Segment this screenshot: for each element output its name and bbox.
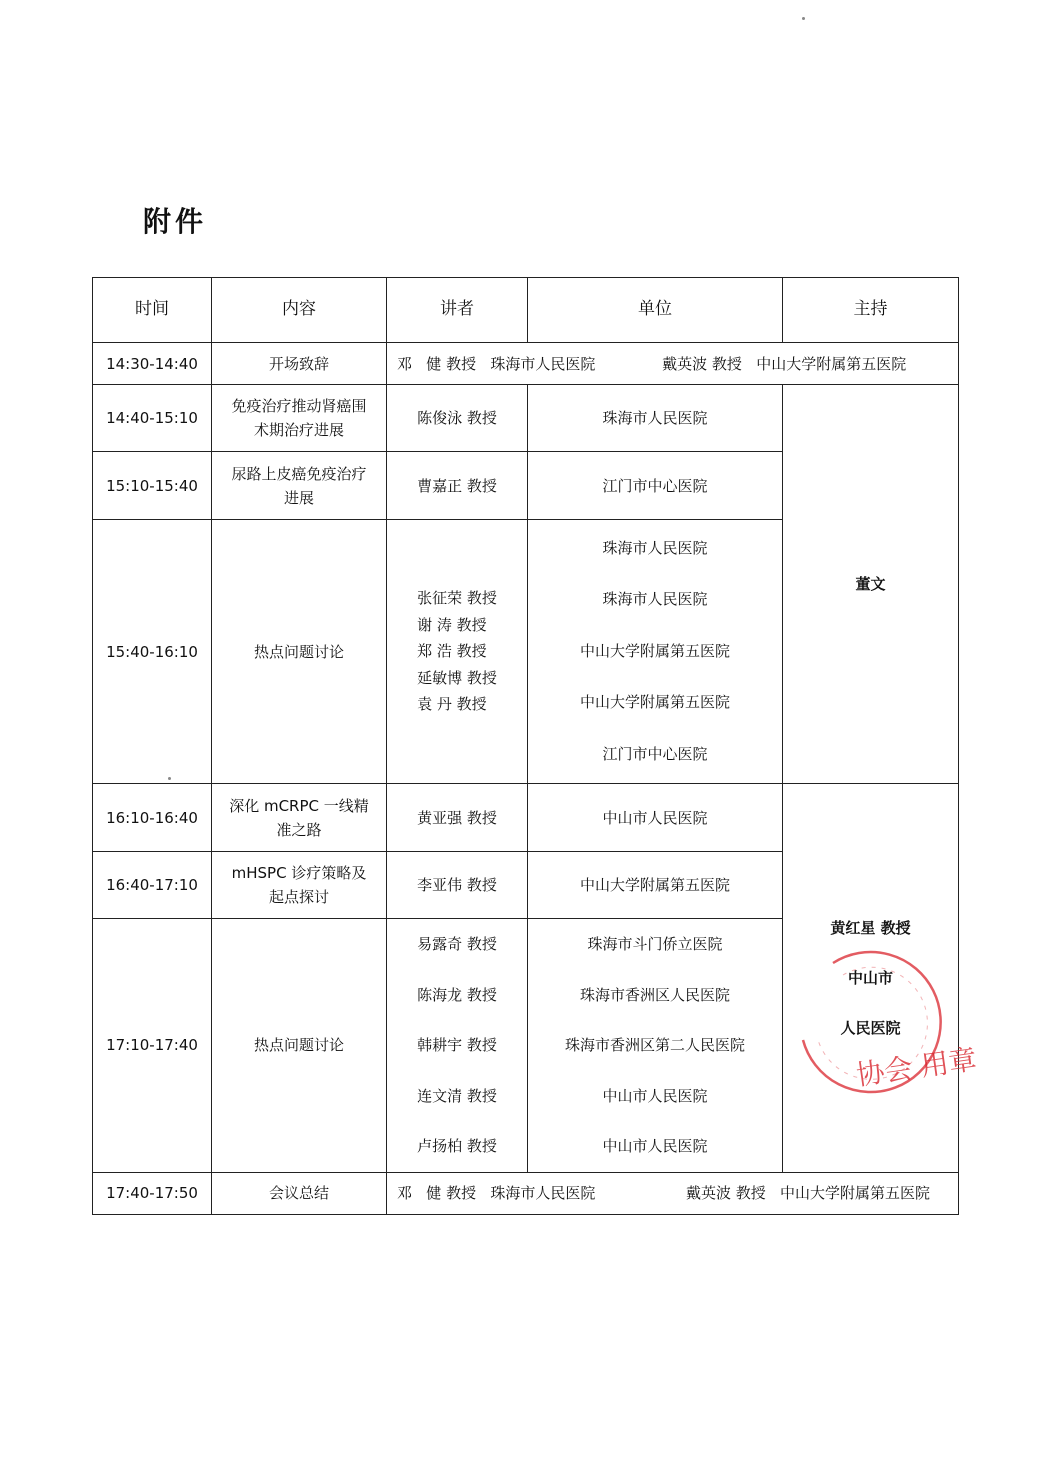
speaker-cell: 李亚伟 教授 [387,852,528,919]
speaker-cell: 曹嘉正 教授 [387,452,528,520]
speaker-cell: 黄亚强 教授 [387,784,528,852]
unit-item: 中山市人民医院 [602,1086,708,1105]
col-header-host: 主持 [783,278,959,343]
speaker-list-cell [387,919,528,1173]
time-cell: 16:10-16:40 [93,784,212,852]
content-line: 尿路上皮癌免疫治疗 [231,464,367,483]
host-name: 黄红星 教授 [830,918,911,937]
col-header-time: 时间 [93,278,212,343]
time-cell: 15:10-15:40 [93,452,212,520]
unit-cell: 珠海市人民医院 [528,385,783,452]
unit-item: 珠海市香洲区人民医院 [579,985,730,1004]
header-row [93,278,959,343]
speakers-units-cell: 邓 健 教授 珠海市人民医院 戴英波 教授 中山大学附属第五医院 [387,343,959,385]
time-cell: 14:40-15:10 [93,385,212,452]
unit-item: 珠海市人民医院 [602,590,708,609]
scan-speck [802,17,805,20]
speaker-item: 袁 丹 教授 [417,695,487,714]
speaker-list-cell [387,520,528,784]
table-row [93,385,959,452]
content-line: 深化 mCRPC 一线精 [229,796,369,815]
scan-speck [168,777,171,780]
unit-list-cell [528,520,783,784]
page-title: 附件 [143,205,208,238]
speaker-item: 陈海龙 教授 [417,985,497,1004]
speakers-units-cell: 邓 健 教授 珠海市人民医院 戴英波 教授 中山大学附属第五医院 [387,1172,959,1214]
col-header-unit: 单位 [528,278,783,343]
content-line: 术期治疗进展 [253,421,344,439]
unit-item: 珠海市斗门侨立医院 [587,935,723,953]
table-row [93,343,959,385]
col-header-speaker: 讲者 [387,278,528,343]
time-cell: 16:40-17:10 [93,852,212,919]
unit-item: 珠海市人民医院 [602,538,708,557]
unit-cell: 中山市人民医院 [528,784,783,852]
speaker-item: 张征荣 教授 [417,589,497,608]
time-cell: 17:40-17:50 [93,1172,212,1214]
host-cell: 董文 [783,385,959,784]
unit-list-cell [528,919,783,1173]
unit-item: 中山大学附属第五医院 [579,693,730,712]
content-line: 准之路 [276,820,322,839]
official-stamp [793,945,979,1095]
unit-item: 中山市人民医院 [602,1137,708,1155]
speaker-item: 谢 涛 教授 [417,615,487,634]
unit-item: 珠海市香洲区第二人民医院 [564,1036,745,1054]
content-cell [212,385,387,452]
host-unit-line: 人民医院 [840,1018,901,1037]
content-cell [212,452,387,520]
host-unit-line: 中山市 [847,968,893,987]
unit-item: 江门市中心医院 [602,744,708,763]
content-line: 进展 [283,488,314,507]
content-cell: 热点问题讨论 [212,520,387,784]
stamp-text: 协会 用章 [854,1042,979,1092]
col-header-content: 内容 [212,278,387,343]
table-row [93,784,959,852]
content-cell [212,784,387,852]
unit-item: 中山大学附属第五医院 [579,641,730,660]
content-cell: 热点问题讨论 [212,919,387,1173]
content-cell: 开场致辞 [212,343,387,385]
time-cell: 17:10-17:40 [93,919,212,1173]
speaker-item: 连文清 教授 [417,1086,497,1105]
unit-cell: 江门市中心医院 [528,452,783,520]
speaker-item: 郑 浩 教授 [417,642,487,661]
content-cell [212,852,387,919]
speaker-item: 卢扬柏 教授 [417,1137,497,1155]
content-line: mHSPC 诊疗策略及 [231,864,367,882]
time-cell: 14:30-14:40 [93,343,212,385]
content-line: 起点探讨 [268,888,329,906]
content-line: 免疫治疗推动肾癌围 [231,397,367,415]
speaker-item: 延敏博 教授 [417,668,497,687]
speaker-cell: 陈俊泳 教授 [387,385,528,452]
speaker-item: 易露奇 教授 [417,935,497,953]
table-row [93,1172,959,1214]
speaker-item: 韩耕宇 教授 [417,1036,497,1054]
unit-cell: 中山大学附属第五医院 [528,852,783,919]
time-cell: 15:40-16:10 [93,520,212,784]
content-cell: 会议总结 [212,1172,387,1214]
